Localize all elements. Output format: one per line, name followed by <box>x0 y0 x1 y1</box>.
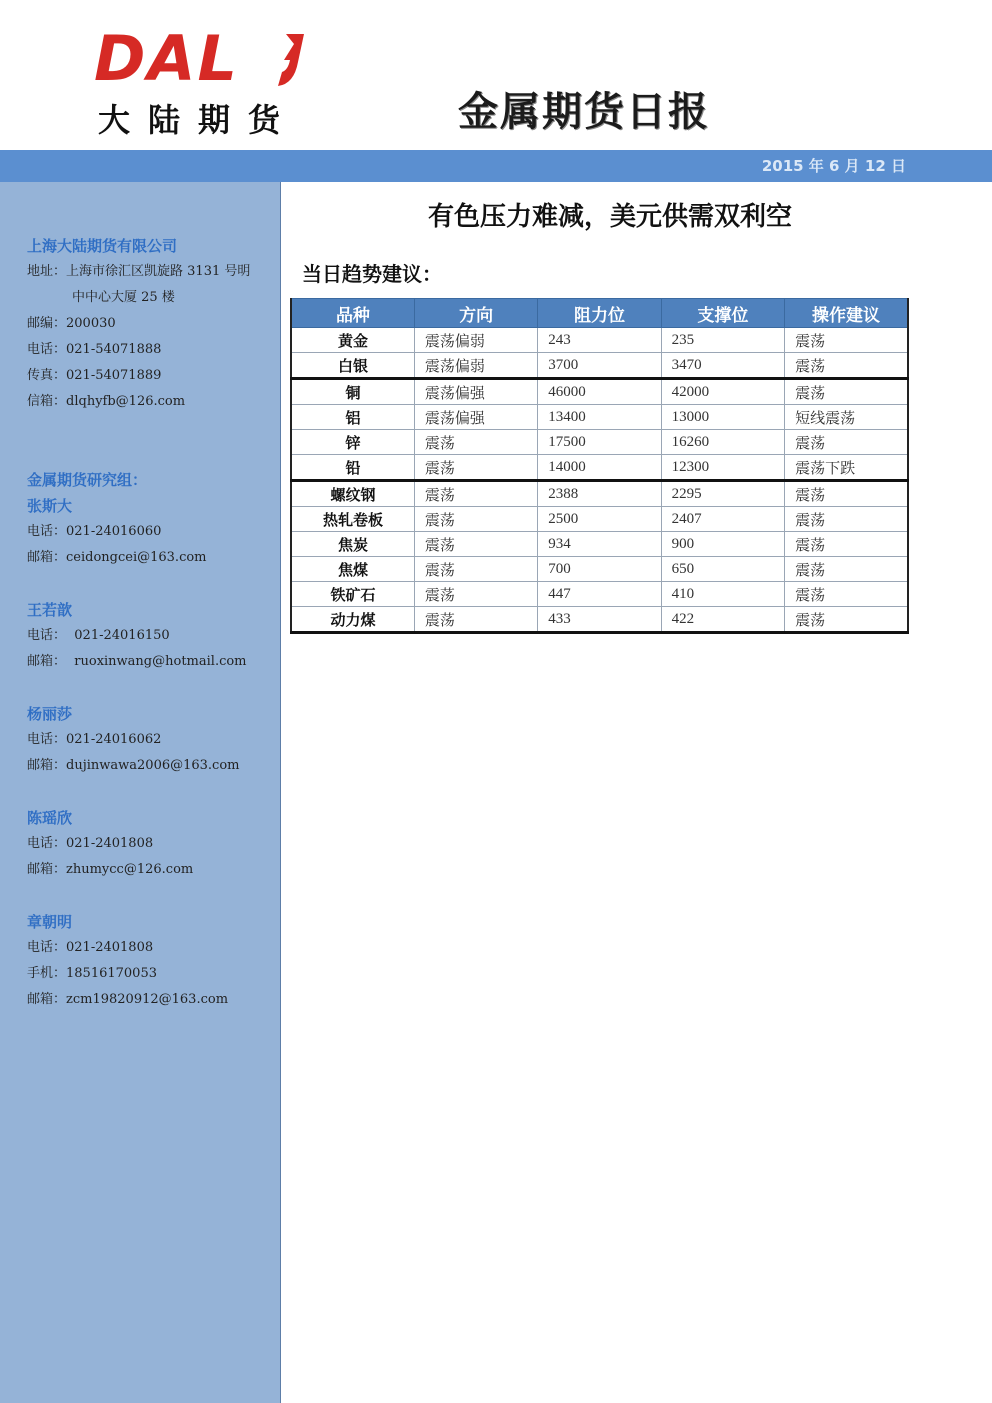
member-email[interactable]: 邮箱：zhumycc@126.com <box>27 862 194 877</box>
cell-variety: 热轧卷板 <box>291 507 414 532</box>
report-date: 2015 年 6 月 12 日 <box>761 157 906 175</box>
logo-text: DAL <box>94 22 239 95</box>
cell-advice: 震荡 <box>785 532 908 557</box>
trend-advice-table <box>290 298 909 634</box>
member-name: 章朝明 <box>27 913 73 931</box>
cell-support: 16260 <box>661 430 784 455</box>
cell-direction: 震荡 <box>414 455 537 481</box>
member-name: 王若歆 <box>27 601 73 619</box>
table-row <box>291 379 908 405</box>
cell-support: 650 <box>661 557 784 582</box>
cell-direction: 震荡偏强 <box>414 379 537 405</box>
cell-resistance: 447 <box>538 582 661 607</box>
cell-direction: 震荡 <box>414 582 537 607</box>
cell-resistance: 14000 <box>538 455 661 481</box>
cell-variety: 黄金 <box>291 328 414 353</box>
col-header-direction: 方向 <box>414 299 537 328</box>
cell-variety: 焦炭 <box>291 532 414 557</box>
sidebar <box>0 182 281 1403</box>
col-header-advice: 操作建议 <box>785 299 908 328</box>
col-header-variety: 品种 <box>291 299 414 328</box>
table-row <box>291 328 908 353</box>
report-title: 金属期货日报 <box>458 89 710 135</box>
company-phone: 电话：021-54071888 <box>27 342 162 357</box>
cell-resistance: 433 <box>538 607 661 633</box>
cell-resistance: 700 <box>538 557 661 582</box>
member-phone: 电话：021-24016060 <box>27 524 162 539</box>
table-row <box>291 607 908 633</box>
member-name: 张斯大 <box>27 497 73 515</box>
cell-advice: 震荡 <box>785 582 908 607</box>
cell-direction: 震荡 <box>414 557 537 582</box>
company-logo <box>94 24 310 142</box>
cell-advice: 震荡 <box>785 430 908 455</box>
col-header-support: 支撑位 <box>661 299 784 328</box>
cell-variety: 动力煤 <box>291 607 414 633</box>
company-address: 地址：上海市徐汇区凯旋路 3131 号明 <box>27 264 251 279</box>
logo-cn-text: 大陆期货 <box>98 101 299 139</box>
table-row <box>291 532 908 557</box>
cell-support: 12300 <box>661 455 784 481</box>
table-row <box>291 405 908 430</box>
col-header-resistance: 阻力位 <box>538 299 661 328</box>
cell-resistance: 13400 <box>538 405 661 430</box>
member-phone: 电话：021-2401808 <box>27 836 154 851</box>
cell-advice: 短线震荡 <box>785 405 908 430</box>
company-email[interactable]: 信箱：dlqhyfb@126.com <box>27 394 186 409</box>
cell-resistance: 17500 <box>538 430 661 455</box>
cell-advice: 震荡 <box>785 353 908 379</box>
cell-variety: 螺纹钢 <box>291 481 414 507</box>
cell-variety: 铅 <box>291 455 414 481</box>
cell-support: 2295 <box>661 481 784 507</box>
cell-support: 422 <box>661 607 784 633</box>
team-title: 金属期货研究组： <box>27 471 148 489</box>
cell-advice: 震荡 <box>785 481 908 507</box>
cell-direction: 震荡 <box>414 507 537 532</box>
cell-support: 235 <box>661 328 784 353</box>
logo-arrow-icon <box>276 32 306 88</box>
cell-variety: 白银 <box>291 353 414 379</box>
member-name: 杨丽莎 <box>27 705 73 723</box>
member-email[interactable]: 邮箱：ceidongcei@163.com <box>27 550 207 565</box>
member-name: 陈瑶欣 <box>27 809 73 827</box>
member-mobile: 手机：18516170053 <box>27 966 157 981</box>
cell-direction: 震荡 <box>414 532 537 557</box>
table-row <box>291 481 908 507</box>
cell-support: 410 <box>661 582 784 607</box>
table-row <box>291 507 908 532</box>
cell-direction: 震荡偏强 <box>414 405 537 430</box>
cell-resistance: 2388 <box>538 481 661 507</box>
member-email[interactable]: 邮箱： ruoxinwang@hotmail.com <box>27 654 247 669</box>
member-phone: 电话：021-24016062 <box>27 732 162 747</box>
cell-resistance: 243 <box>538 328 661 353</box>
cell-support: 42000 <box>661 379 784 405</box>
company-name: 上海大陆期货有限公司 <box>27 237 178 255</box>
member-phone: 电话：021-2401808 <box>27 940 154 955</box>
cell-variety: 铝 <box>291 405 414 430</box>
table-row <box>291 557 908 582</box>
company-postcode: 邮编：200030 <box>27 316 116 331</box>
cell-direction: 震荡 <box>414 607 537 633</box>
cell-resistance: 46000 <box>538 379 661 405</box>
table-header-row <box>291 299 908 328</box>
cell-direction: 震荡 <box>414 430 537 455</box>
header-band <box>0 150 992 182</box>
cell-support: 13000 <box>661 405 784 430</box>
cell-advice: 震荡 <box>785 507 908 532</box>
member-email[interactable]: 邮箱：zcm19820912@163.com <box>27 992 229 1007</box>
table-row <box>291 455 908 481</box>
headline: 有色压力难减，美元供需双利空 <box>427 202 792 232</box>
cell-direction: 震荡偏弱 <box>414 353 537 379</box>
cell-direction: 震荡偏弱 <box>414 328 537 353</box>
cell-support: 3470 <box>661 353 784 379</box>
cell-variety: 铜 <box>291 379 414 405</box>
company-address-line2: 中中心大厦 25 楼 <box>72 290 175 305</box>
member-email[interactable]: 邮箱：dujinwawa2006@163.com <box>27 758 240 773</box>
cell-resistance: 2500 <box>538 507 661 532</box>
company-fax: 传真：021-54071889 <box>27 368 162 383</box>
cell-variety: 锌 <box>291 430 414 455</box>
cell-support: 2407 <box>661 507 784 532</box>
cell-support: 900 <box>661 532 784 557</box>
cell-resistance: 3700 <box>538 353 661 379</box>
cell-advice: 震荡 <box>785 557 908 582</box>
cell-variety: 铁矿石 <box>291 582 414 607</box>
table-row <box>291 353 908 379</box>
cell-advice: 震荡 <box>785 607 908 633</box>
cell-variety: 焦煤 <box>291 557 414 582</box>
table-row <box>291 582 908 607</box>
section-title: 当日趋势建议： <box>302 262 442 286</box>
cell-advice: 震荡下跌 <box>785 455 908 481</box>
table-row <box>291 430 908 455</box>
cell-advice: 震荡 <box>785 328 908 353</box>
cell-resistance: 934 <box>538 532 661 557</box>
cell-direction: 震荡 <box>414 481 537 507</box>
cell-advice: 震荡 <box>785 379 908 405</box>
member-phone: 电话： 021-24016150 <box>27 628 170 643</box>
